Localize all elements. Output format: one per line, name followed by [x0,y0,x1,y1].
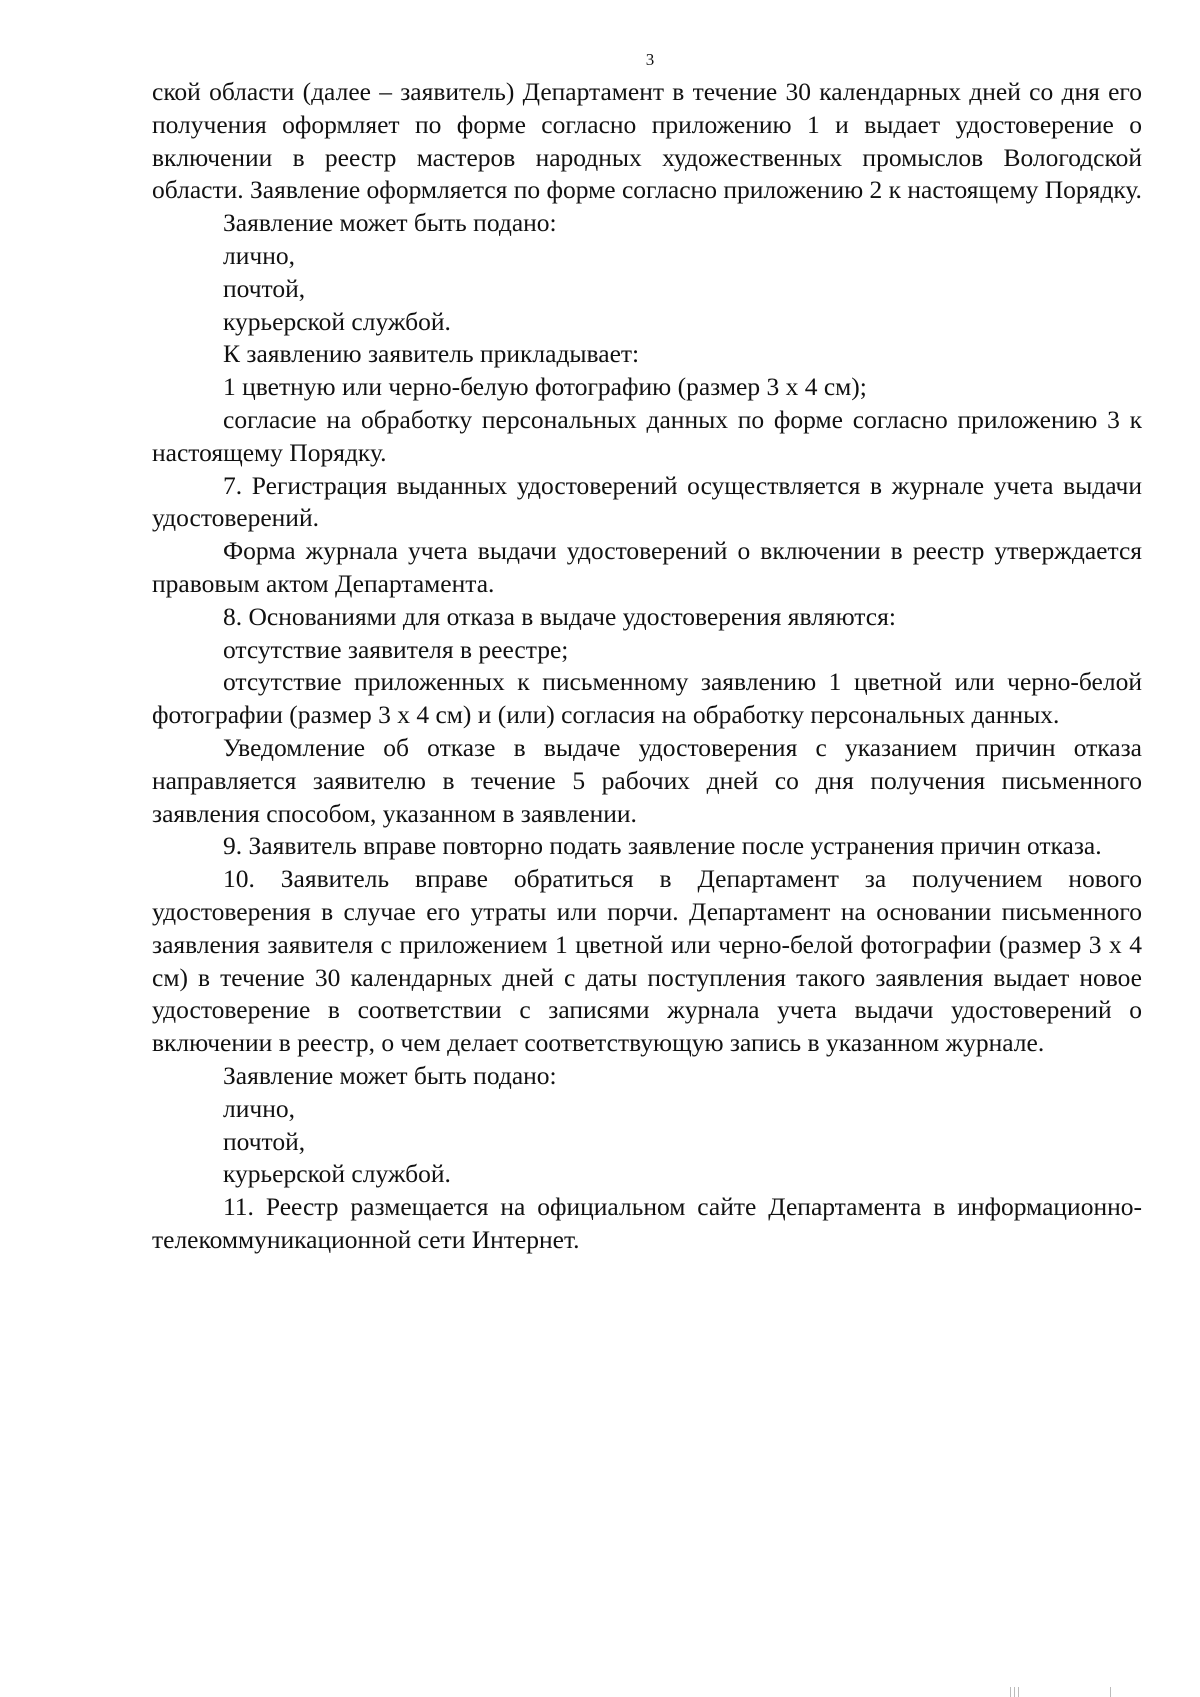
paragraph-journal-form: Форма журнала учета выдачи удостоверений о включении в реестр утверждается правовым актом Департамента. [152,536,1142,598]
clause-7: 7. Регистрация выданных удостоверений осуществляется в журнале учета выдачи удостоверений. [152,470,1142,533]
list-item-not-in-registry: отсутствие заявителя в реестре; [223,634,569,664]
list-item-photo: 1 цветную или черно-белую фотографию (размер 3 х 4 см); [223,372,867,402]
scan-marks [1010,1685,1120,1697]
clause-8: 8. Основаниями для отказа в выдаче удостоверения являются: [223,601,896,631]
clause-10: 10. Заявитель вправе обратиться в Департамент за получением нового удостоверения в случае его утраты или порчи. Департамент на основании письменного заявления заявителя с приложением 1 цветной или черно-белой фотографии (размер 3 х 4 см) в течение 30 календарных дней с даты поступления такого заявления выдает новое удостоверение в соответствии с записями журнала учета выдачи удостоверений о включении в реестр, о чем делает соответствующую запись в указанном журнале. [152,864,1142,1058]
paragraph-continuation: ской области (далее – заявитель) Департамент в течение 30 календарных дней со дня его получения оформляет по форме согласно приложению 1 и выдает удостоверение о включении в реестр мастеров народных художественных промыслов Вологодской области. Заявление оформляется по форме согласно приложению 2 к настоящему Порядку. [152,77,1142,205]
paragraph-attachments-heading: К заявлению заявитель прикладывает: [223,339,640,369]
page-number: 3 [645,50,655,69]
list-item-in-person: лично, [223,240,295,270]
paragraph-refusal-notice: Уведомление об отказе в выдаче удостоверения с указанием причин отказа направляется заявителю в течение 5 рабочих дней со дня получения письменного заявления способом, указанном в заявлении. [152,732,1142,828]
list-item-consent: согласие на обработку персональных данных по форме согласно приложению 3 к настоящему Порядку. [152,404,1142,467]
paragraph-submission-heading-2: Заявление может быть подано: [223,1060,557,1090]
clause-9: 9. Заявитель вправе повторно подать заявление после устранения причин отказа. [223,831,1102,861]
clause-11: 11. Реестр размещается на официальном сайте Департамента в информационно-телекоммуникационной сети Интернет. [152,1192,1142,1254]
document-body [152,76,1142,1257]
paragraph-submission-heading: Заявление может быть подано: [223,208,557,238]
list-item-by-mail-2: почтой, [223,1126,306,1156]
list-item-by-courier-2: курьерской службой. [223,1159,451,1189]
list-item-missing-attachments: отсутствие приложенных к письменному заявлению 1 цветной или черно-белой фотографии (размер 3 х 4 см) и (или) согласия на обработку персональных данных. [152,667,1142,730]
list-item-in-person-2: лично, [223,1093,295,1123]
list-item-by-mail: почтой, [223,273,306,303]
list-item-by-courier: курьерской службой. [223,306,451,336]
